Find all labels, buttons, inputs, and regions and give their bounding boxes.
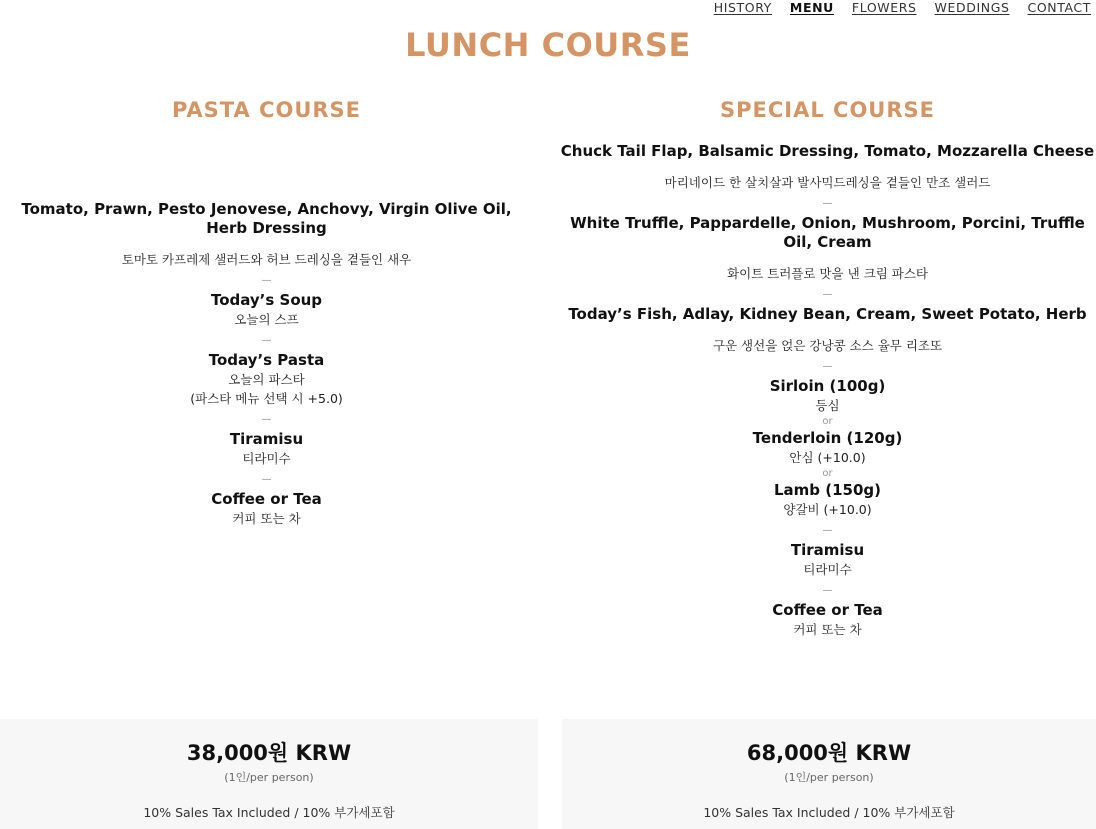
or-divider: or [822, 416, 833, 427]
pasta-soup: Today’s Soup [210, 291, 323, 309]
pasta-drink-ko: 커피 또는 차 [232, 511, 301, 526]
pasta-course-title: PASTA COURSE [171, 98, 362, 122]
nav-contact-link[interactable]: CONTACT [1027, 0, 1091, 15]
nav-history-link[interactable]: HISTORY [713, 0, 772, 15]
special-dessert: Tiramisu [790, 541, 865, 559]
separator: — [261, 335, 272, 346]
pasta-dish-1: Tomato, Prawn, Pesto Jenovese, Anchovy, Virgin Olive Oil, Herb Dressing [21, 200, 512, 237]
separator: — [822, 198, 833, 209]
special-dish-3: Today’s Fish, Adlay, Kidney Bean, Cream, Sweet Potato, Herb [568, 305, 1087, 323]
special-main-3-ko: 양갈비 (+10.0) [783, 502, 872, 517]
separator: — [261, 474, 272, 485]
special-dish-1: Chuck Tail Flap, Balsamic Dressing, Tomato, Mozzarella Cheese [560, 142, 1095, 160]
nav-weddings-link[interactable]: WEDDINGS [934, 0, 1010, 15]
special-dish-3-ko: 구운 생선을 얹은 강낭콩 소스 율무 리조또 [712, 338, 943, 353]
pasta-per-person: (1인/per person) [224, 771, 314, 784]
pasta-pasta-ko: 오늘의 파스타 [228, 372, 305, 387]
nav-menu-link[interactable]: MENU [789, 0, 834, 15]
nav-flowers-link[interactable]: FLOWERS [851, 0, 917, 15]
pasta-price-box [0, 719, 538, 829]
pasta-drink: Coffee or Tea [211, 490, 322, 508]
special-tax-note: 10% Sales Tax Included / 10% 부가세포함 [703, 805, 955, 820]
pasta-pasta-note: (파스타 메뉴 선택 시 +5.0) [190, 391, 343, 406]
or-divider: or [822, 468, 833, 479]
special-per-person: (1인/per person) [784, 771, 874, 784]
special-drink: Coffee or Tea [772, 601, 883, 619]
pasta-dish-1-ko: 토마토 카프레제 샐러드와 허브 드레싱을 곁들인 새우 [121, 252, 412, 267]
separator: — [261, 414, 272, 425]
separator: — [822, 289, 833, 300]
pasta-dessert-ko: 티라미수 [242, 451, 291, 466]
special-course-column [559, 96, 1096, 639]
special-price: 68,000원 KRW [746, 741, 912, 765]
special-main-2: Tenderloin (120g) [752, 429, 903, 447]
separator: — [822, 585, 833, 596]
special-dish-1-ko: 마리네이드 한 살치살과 발사믹드레싱을 곁들인 만조 샐러드 [664, 175, 991, 190]
special-main-3: Lamb (150g) [773, 481, 882, 499]
special-dish-2: White Truffle, Pappardelle, Onion, Mushroom, Porcini, Truffle Oil, Cream [570, 214, 1085, 251]
pasta-course-column [0, 96, 533, 528]
pasta-pasta: Today’s Pasta [208, 351, 325, 369]
special-price-box [562, 719, 1096, 829]
special-dessert-ko: 티라미수 [803, 562, 852, 577]
page-title: LUNCH COURSE [405, 26, 691, 64]
special-drink-ko: 커피 또는 차 [793, 622, 862, 637]
special-dish-2-ko: 화이트 트러플로 맛을 낸 크림 파스타 [727, 266, 928, 281]
pasta-dessert: Tiramisu [229, 430, 304, 448]
special-main-1: Sirloin (100g) [769, 377, 886, 395]
pasta-tax-note: 10% Sales Tax Included / 10% 부가세포함 [143, 805, 395, 820]
pasta-soup-ko: 오늘의 스프 [234, 312, 299, 327]
special-main-2-ko: 안심 (+10.0) [789, 450, 866, 465]
pasta-price: 38,000원 KRW [186, 741, 352, 765]
top-nav [714, 0, 1091, 15]
special-main-1-ko: 등심 [815, 398, 840, 413]
separator: — [822, 361, 833, 372]
special-course-title: SPECIAL COURSE [720, 98, 935, 122]
separator: — [822, 525, 833, 536]
separator: — [261, 275, 272, 286]
